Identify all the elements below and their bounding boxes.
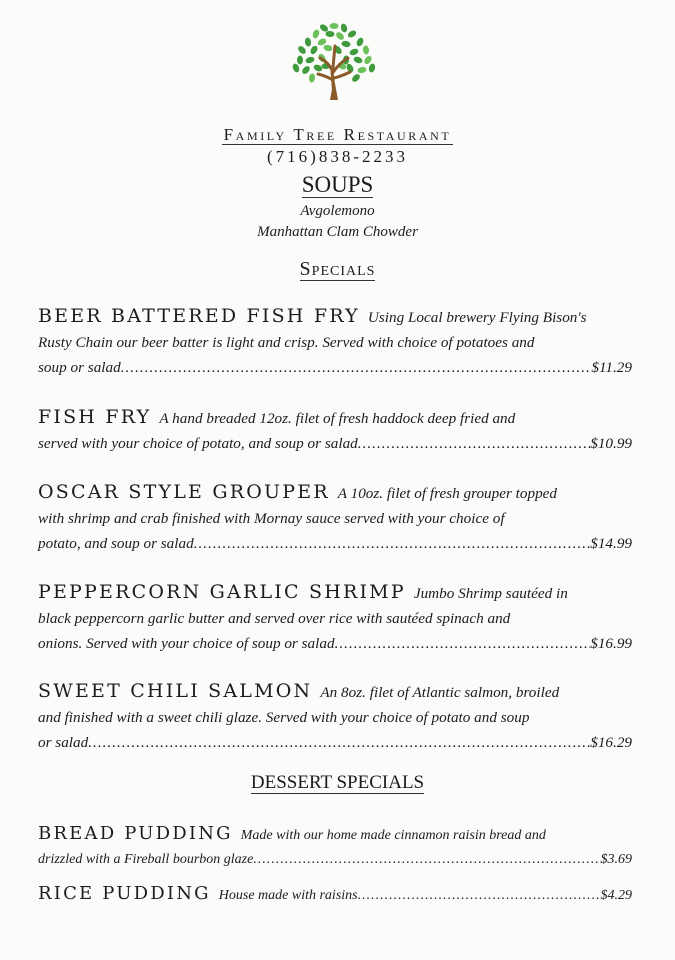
- item-name: RICE PUDDING: [38, 883, 211, 904]
- item-description: drizzled with a Fireball bourbon glaze: [38, 852, 254, 867]
- dessert-item: [38, 822, 632, 872]
- item-name: BEER BATTERED FISH FRY: [38, 305, 360, 327]
- leaf-shape: [340, 23, 348, 33]
- leaf-shape: [297, 55, 303, 64]
- leaf-shape: [330, 23, 339, 29]
- specials-heading: Specials: [299, 258, 376, 280]
- item-description: House made with raisins: [218, 888, 358, 903]
- leaf-shape: [297, 45, 308, 56]
- leaf-shape: [363, 55, 373, 66]
- item-description: or salad: [38, 734, 89, 751]
- tree-logo-icon: [278, 18, 390, 100]
- leaf-shape: [349, 48, 360, 57]
- item-description: An 8oz. filet of Atlantic salmon, broiled: [320, 684, 560, 701]
- leaf-shape: [325, 31, 334, 38]
- leaf-shape: [353, 56, 364, 65]
- item-description: and finished with a sweet chili glaze. Served with your choice of potato and soup: [38, 709, 530, 726]
- dessert-item: [38, 882, 632, 908]
- item-description: A 10oz. filet of fresh grouper topped: [337, 485, 558, 502]
- leaf-shape: [363, 45, 370, 55]
- item-description: served with your choice of potato, and soup or salad: [38, 435, 358, 452]
- soup-item: Avgolemono: [300, 203, 375, 219]
- item-name: SWEET CHILI SALMON: [38, 680, 313, 702]
- soup-item: Manhattan Clam Chowder: [257, 224, 418, 240]
- item-description: Jumbo Shrimp sautéed in: [413, 585, 568, 602]
- leaf-shape: [368, 63, 376, 73]
- phone-number: (716)838-2233: [267, 147, 408, 166]
- leaf-shape: [309, 45, 319, 56]
- leaf-shape: [301, 65, 311, 76]
- leaf-shape: [312, 29, 321, 40]
- restaurant-name: Family Tree Restaurant: [223, 125, 452, 144]
- item-price: $14.99: [590, 535, 632, 552]
- menu-item: [38, 480, 632, 556]
- menu-item: [38, 304, 632, 380]
- item-description: potato, and soup or salad: [38, 535, 194, 552]
- item-name: FISH FRY: [38, 406, 152, 428]
- item-description: Rusty Chain our beer batter is light and crisp. Served with choice of potatoes and: [38, 334, 535, 351]
- leaf-shape: [347, 29, 358, 39]
- leaf-shape: [305, 56, 315, 64]
- dessert-specials-heading: DESSERT SPECIALS: [250, 772, 425, 793]
- item-name: OSCAR STYLE GROUPER: [38, 481, 330, 503]
- leaf-shape: [355, 37, 364, 48]
- leaf-shape: [357, 66, 367, 74]
- item-name: BREAD PUDDING: [38, 823, 233, 844]
- item-price: $4.29: [600, 888, 632, 903]
- item-description: with shrimp and crab finished with Mornay sauce served with your choice of: [38, 510, 505, 527]
- item-price: $3.69: [600, 852, 632, 867]
- item-description: Made with our home made cinnamon raisin bread and: [240, 828, 546, 843]
- leaf-shape: [335, 31, 346, 41]
- item-price: $16.29: [590, 734, 632, 751]
- leaf-shape: [304, 37, 312, 47]
- leaf-shape: [351, 73, 362, 84]
- menu-item: [38, 405, 632, 456]
- soups-heading: SOUPS: [301, 172, 374, 197]
- item-price: $16.99: [590, 635, 632, 652]
- item-description: soup or salad: [38, 359, 121, 376]
- item-price: $11.29: [591, 359, 632, 376]
- leaf-shape: [308, 73, 315, 83]
- menu-item: [38, 580, 632, 656]
- item-description: A hand breaded 12oz. filet of fresh haddock deep fried and: [159, 410, 516, 427]
- leaf-shape: [341, 40, 351, 47]
- leaf-shape: [323, 44, 333, 52]
- item-description: onions. Served with your choice of soup or salad: [38, 635, 335, 652]
- item-description: black peppercorn garlic butter and served over rice with sautéed spinach and: [38, 610, 511, 627]
- item-name: PEPPERCORN GARLIC SHRIMP: [38, 581, 406, 603]
- menu-item: [38, 679, 632, 755]
- item-price: $10.99: [590, 435, 632, 452]
- leaf-shape: [313, 63, 324, 72]
- item-description: Using Local brewery Flying Bison's: [367, 309, 587, 326]
